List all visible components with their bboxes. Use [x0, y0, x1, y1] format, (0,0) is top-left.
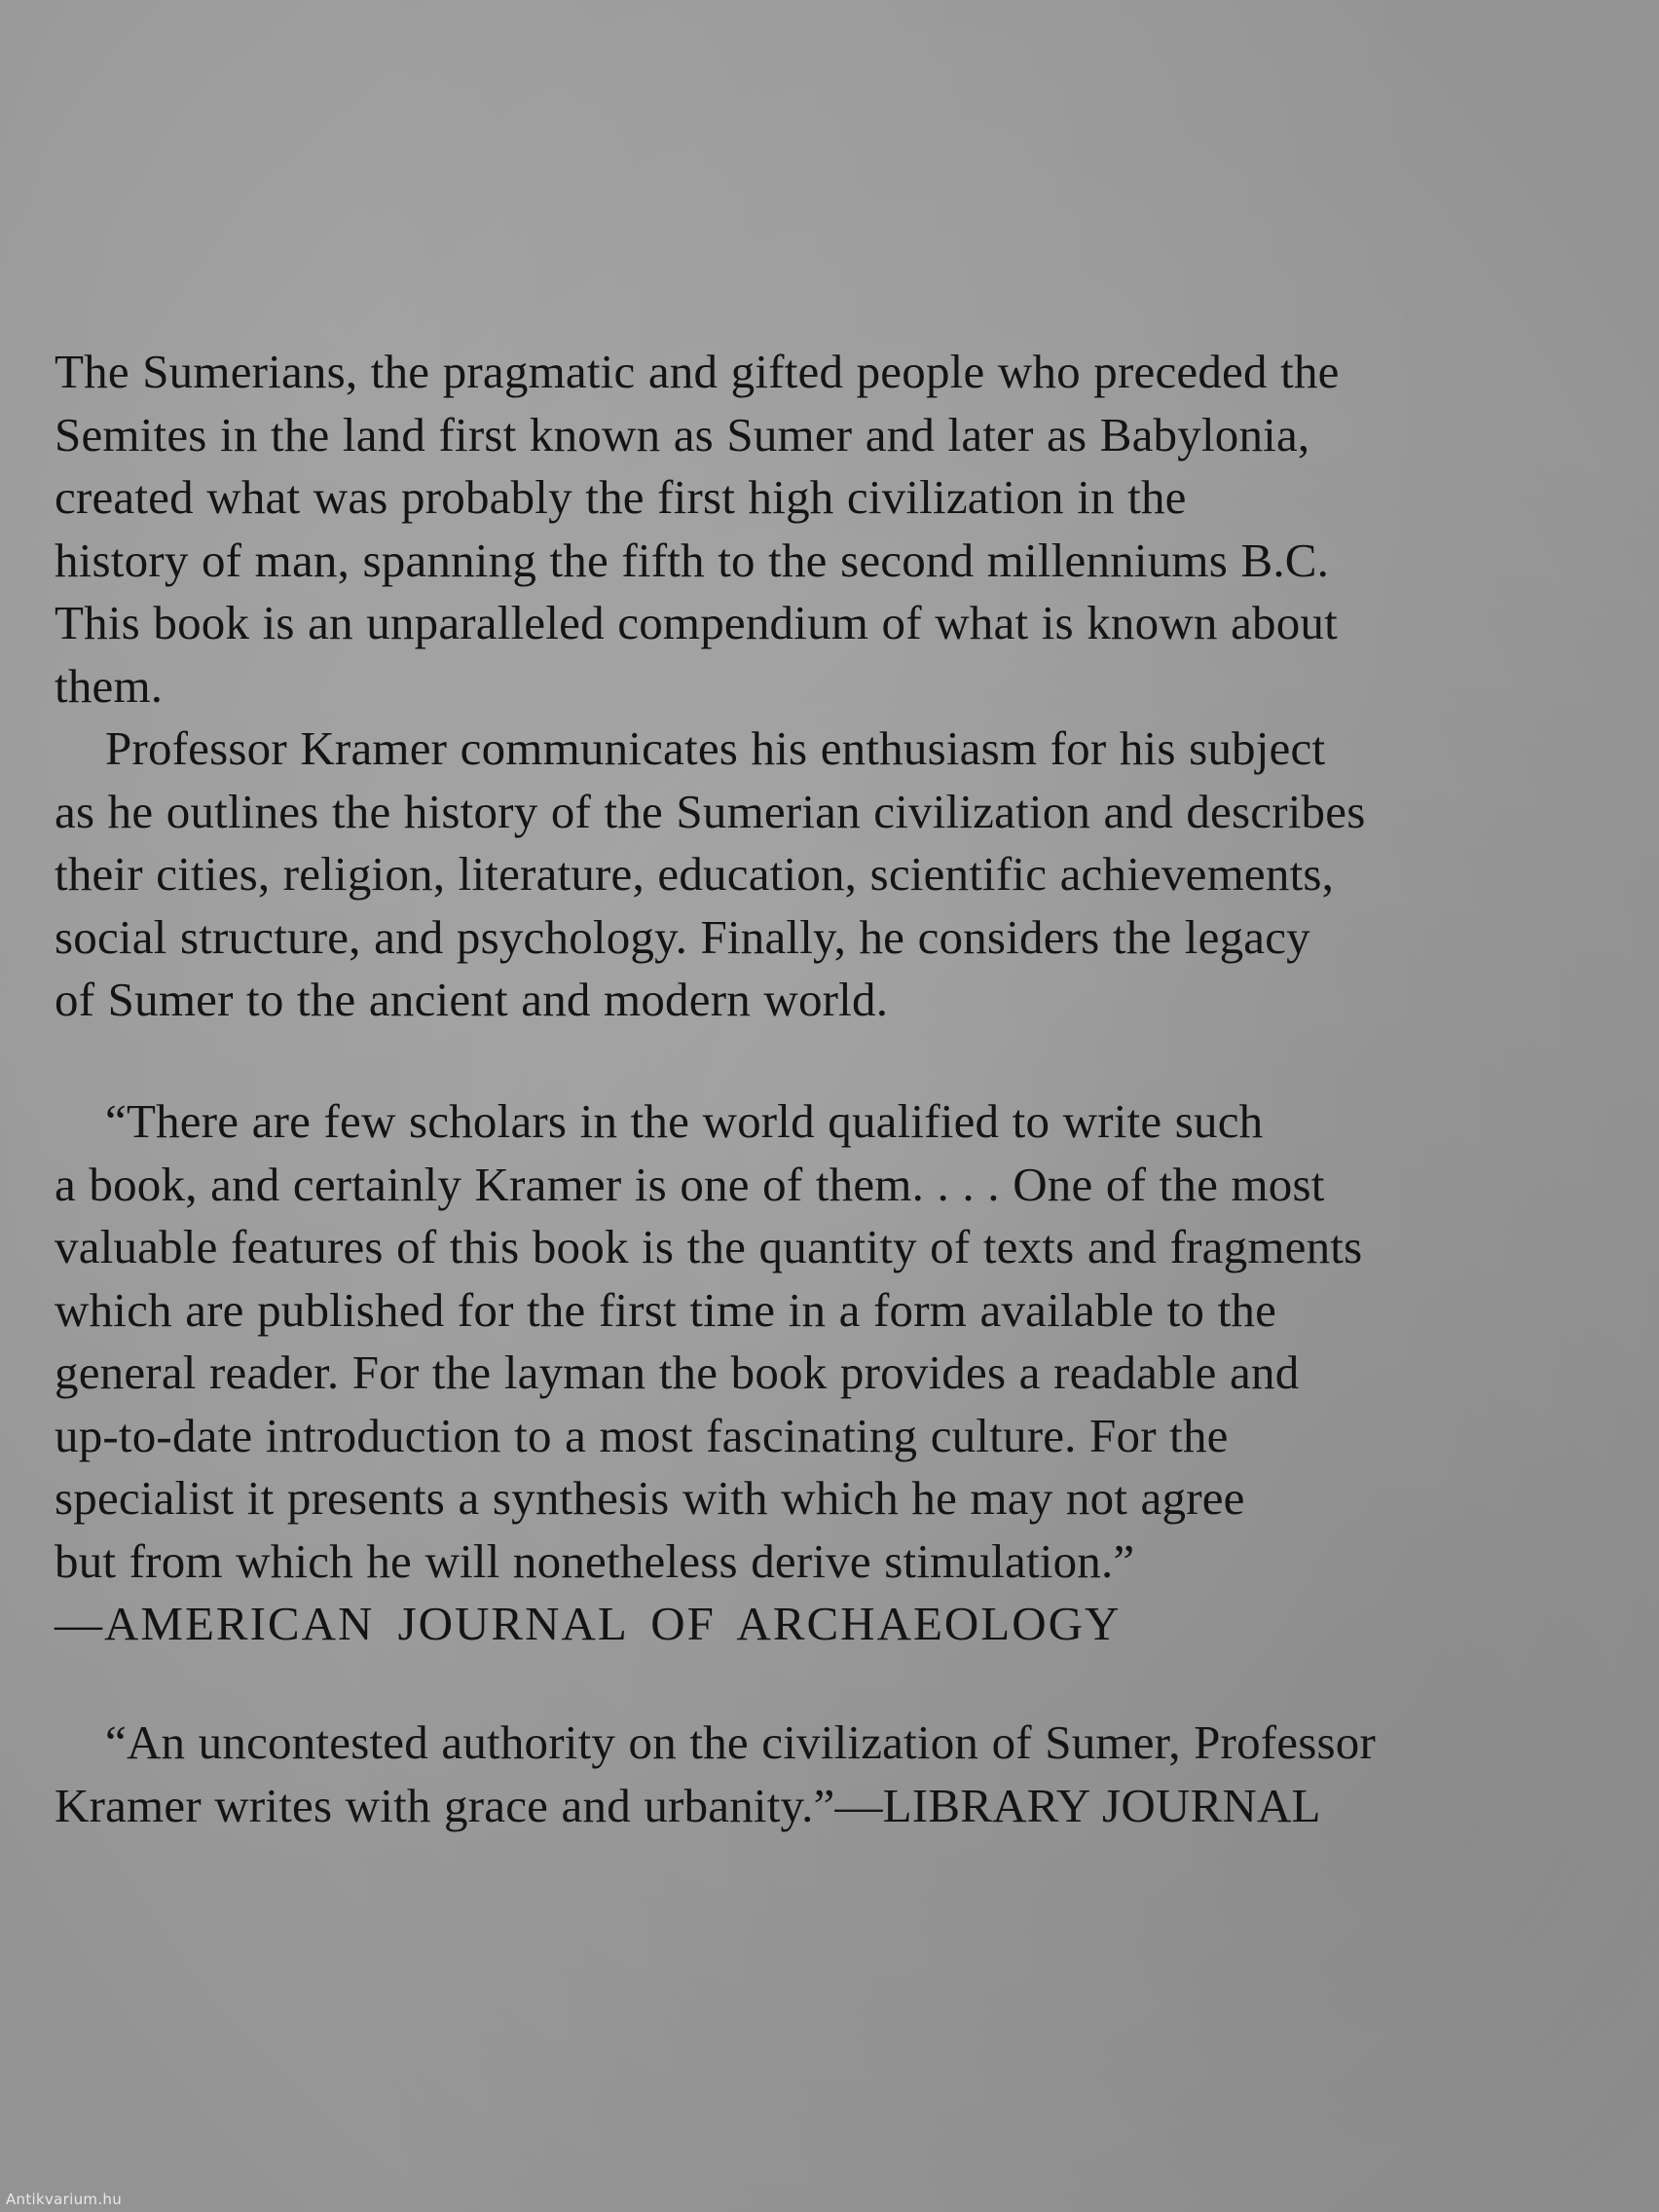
text-line: This book is an unparalleled compendium of what is known about [55, 596, 1338, 649]
watermark: Antikvarium.hu [6, 2191, 123, 2208]
quote-line: specialist it presents a synthesis with which he may not agree [55, 1471, 1245, 1525]
book-description [55, 341, 1593, 1032]
review-quote-ajA [55, 1090, 1593, 1656]
text-line: of Sumer to the ancient and modern world. [55, 973, 889, 1026]
quote-line: up-to-date introduction to a most fascinating culture. For the [55, 1408, 1229, 1462]
description-paragraph-1 [55, 341, 1593, 718]
text-line: their cities, religion, literature, education, scientific achievements, [55, 847, 1335, 901]
review-source: —AMERICAN JOURNAL OF ARCHAEOLOGY [55, 1597, 1122, 1650]
quote-line: “There are few scholars in the world qualified to write such [105, 1094, 1264, 1148]
description-paragraph-2 [55, 718, 1593, 1032]
text-line: created what was probably the first high civilization in the [55, 470, 1187, 524]
quote-line: “An uncontested authority on the civilization of Sumer, Professor [105, 1715, 1377, 1769]
quote-line: general reader. For the layman the book provides a readable and [55, 1346, 1300, 1399]
text-line: social structure, and psychology. Finally, he considers the legacy [55, 909, 1310, 964]
quote-line: a book, and certainly Kramer is one of them. . . . One of the most [55, 1157, 1325, 1211]
quote-line: which are published for the first time in a form available to the [55, 1282, 1277, 1337]
quote-line: valuable features of this book is the quantity of texts and fragments [55, 1220, 1363, 1273]
text-line: Professor Kramer communicates his enthusiasm for his subject [105, 721, 1326, 775]
quote-line: but from which he will nonetheless derive stimulation.” [55, 1533, 1135, 1588]
quote-line: Kramer writes with grace and urbanity.”—LIBRARY JOURNAL [55, 1778, 1321, 1832]
text-line: them. [55, 658, 164, 713]
text-line: history of man, spanning the fifth to the second millenniums B.C. [55, 533, 1330, 587]
text-line: Semites in the land first known as Sumer and later as Babylonia, [55, 407, 1310, 461]
text-line: The Sumerians, the pragmatic and gifted people who preceded the [55, 345, 1340, 398]
text-line: as he outlines the history of the Sumerian civilization and describes [55, 784, 1366, 838]
review-quote-library-journal [55, 1712, 1593, 1837]
